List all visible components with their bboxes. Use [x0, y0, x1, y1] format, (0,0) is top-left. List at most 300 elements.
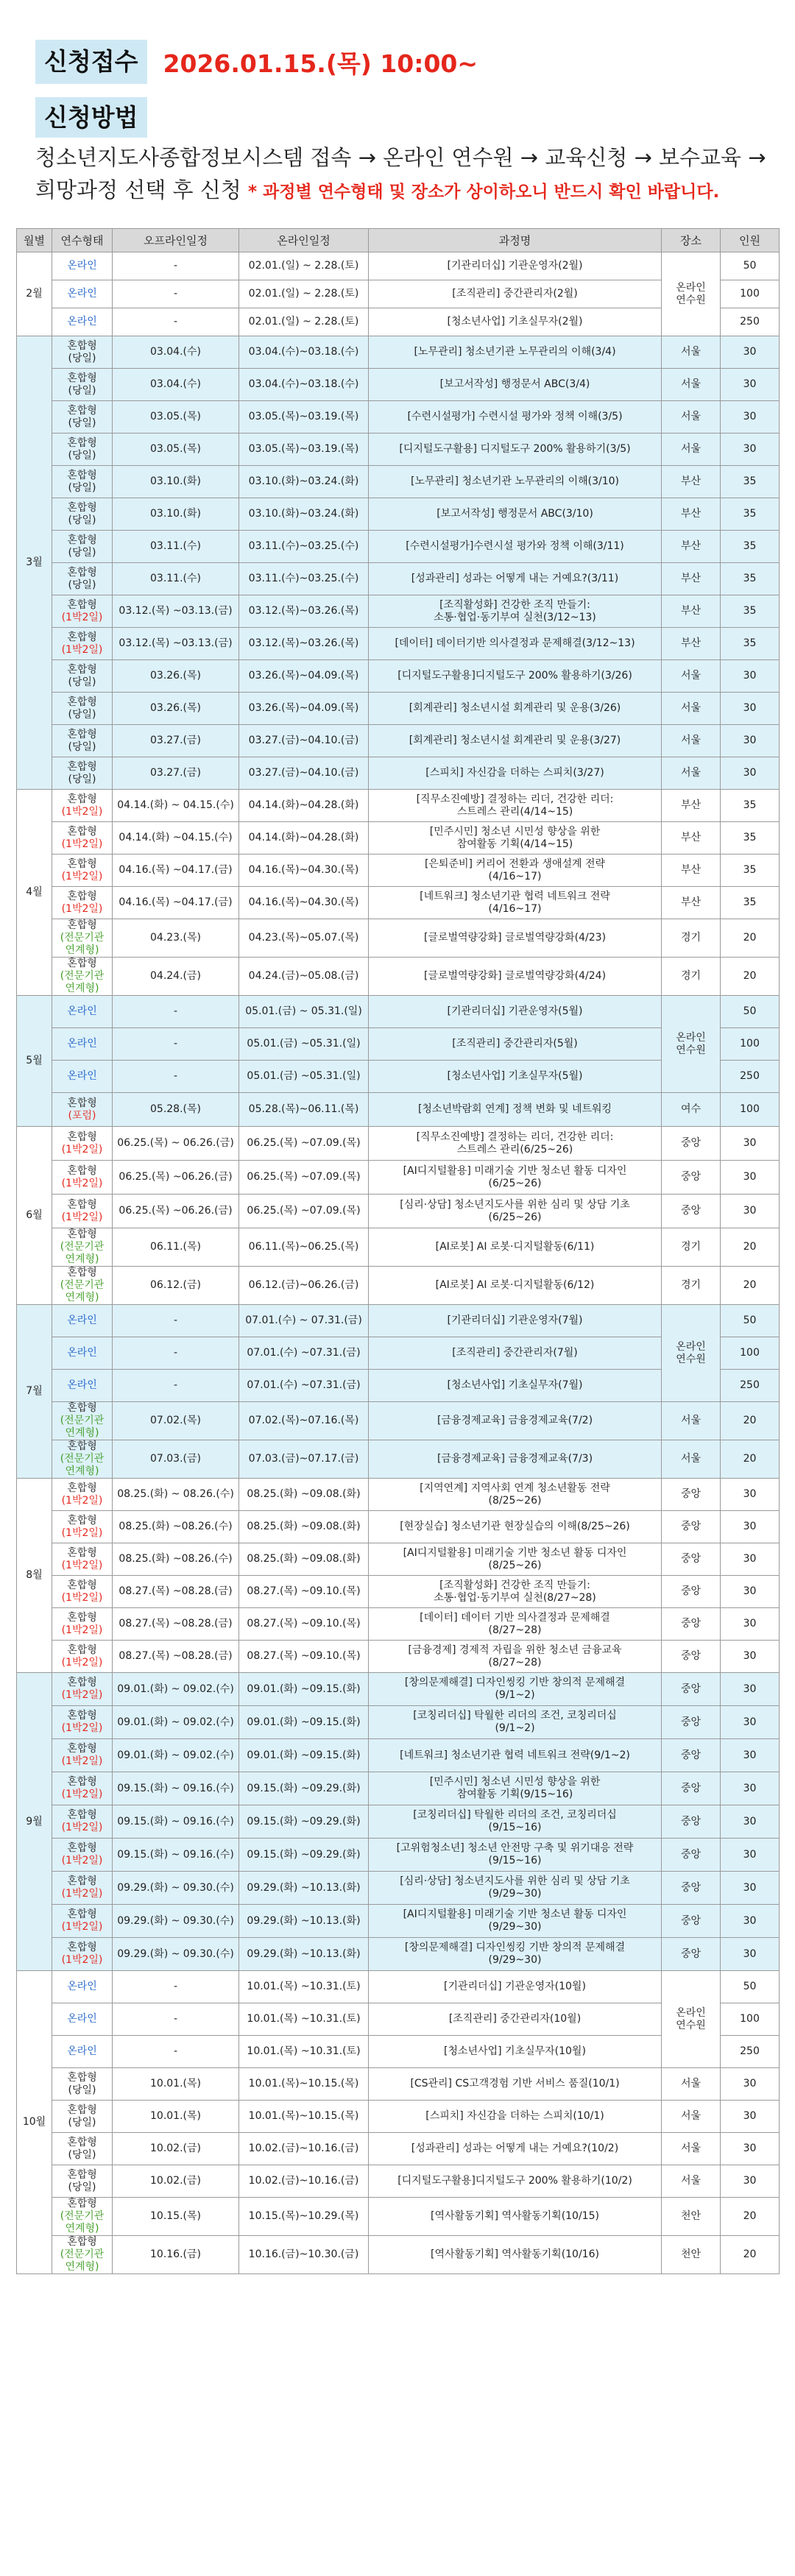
type-sub-label: (1박2일) — [61, 1921, 103, 1933]
type-cell — [52, 401, 113, 434]
table-body — [17, 252, 780, 2274]
application-period — [35, 38, 478, 85]
offline-date-cell: 04.14.(화) ~ 04.15.(수) — [113, 790, 239, 822]
type-label: 혼합형 — [67, 598, 97, 611]
place-cell: 서울 — [662, 401, 721, 434]
type-cell — [52, 1839, 113, 1872]
type-cell — [52, 958, 113, 996]
offline-date-cell: 08.25.(화) ~08.26.(수) — [113, 1511, 239, 1543]
method-note: * 과정별 연수형태 및 장소가 상이하오니 반드시 확인 바랍니다. — [248, 183, 720, 202]
method-text: 청소년지도사종합정보시스템 접속 → 온라인 연수원 → 교육신청 → 보수교육 → 희망과정 선택 후 신청 — [35, 145, 766, 202]
online-date-cell: 03.05.(목)~03.19.(목) — [239, 434, 369, 466]
type-sub-label: (전문기관 연계형) — [60, 2248, 105, 2273]
online-date-cell: 03.12.(목)~03.26.(목) — [239, 595, 369, 628]
type-label: 혼합형 — [67, 404, 97, 417]
place-cell: 부산 — [662, 854, 721, 887]
place-cell: 중앙 — [662, 1938, 721, 1971]
type-sub-label: (전문기관 연계형) — [60, 1241, 105, 1265]
place-cell: 중앙 — [662, 1195, 721, 1228]
course-cell: [기관리더십] 기관운영자(2월) — [369, 252, 662, 280]
offline-date-cell: 09.15.(화) ~ 09.16.(수) — [113, 1805, 239, 1839]
course-cell: [창의문제해결] 디자인씽킹 기반 창의적 문제해결 (9/29~30) — [369, 1938, 662, 1971]
place-cell: 서울 — [662, 725, 721, 757]
capacity-cell: 35 — [721, 595, 780, 628]
type-label: 온라인 — [67, 288, 97, 300]
capacity-cell: 30 — [721, 1161, 780, 1195]
online-date-cell: 07.01.(수) ~ 07.31.(금) — [239, 1305, 369, 1337]
type-cell — [52, 854, 113, 887]
offline-date-cell: - — [113, 1305, 239, 1337]
table-header — [17, 229, 780, 252]
course-cell: [디지털도구활용]디지털도구 200% 활용하기(3/26) — [369, 660, 662, 693]
table-row — [17, 1971, 780, 2003]
online-date-cell: 07.03.(금)~07.17.(금) — [239, 1440, 369, 1479]
type-cell — [52, 757, 113, 790]
online-date-cell: 10.01.(목)~10.15.(목) — [239, 2068, 369, 2101]
course-cell: [금융경제교육] 금융경제교육(7/2) — [369, 1402, 662, 1440]
table-row — [17, 498, 780, 531]
offline-date-cell: 09.29.(화) ~ 09.30.(수) — [113, 1872, 239, 1905]
capacity-cell: 35 — [721, 466, 780, 498]
type-label: 혼합형 — [67, 372, 97, 384]
table-row — [17, 336, 780, 369]
type-sub-label: (1박2일) — [61, 1177, 103, 1189]
type-label: 혼합형 — [67, 1164, 97, 1177]
place-cell: 서울 — [662, 2068, 721, 2101]
table-row — [17, 628, 780, 660]
online-date-cell: 06.12.(금)~06.26.(금) — [239, 1267, 369, 1305]
offline-date-cell: 08.27.(목) ~08.28.(금) — [113, 1576, 239, 1608]
type-sub-label: (1박2일) — [61, 870, 103, 882]
table-row — [17, 1402, 780, 1440]
type-sub-label: (1박2일) — [61, 1855, 103, 1866]
type-label: 혼합형 — [67, 1228, 97, 1240]
offline-date-cell: 03.27.(금) — [113, 757, 239, 790]
type-cell — [52, 336, 113, 369]
capacity-cell: 20 — [721, 1267, 780, 1305]
course-cell: [데이터] 데이터 기반 의사결정과 문제해결 (8/27~28) — [369, 1608, 662, 1641]
place-cell: 중앙 — [662, 1641, 721, 1673]
place-cell: 부산 — [662, 498, 721, 531]
table-row — [17, 434, 780, 466]
offline-date-cell: 03.26.(목) — [113, 660, 239, 693]
online-date-cell: 09.29.(화) ~10.13.(화) — [239, 1905, 369, 1938]
capacity-cell: 35 — [721, 822, 780, 854]
online-date-cell: 05.01.(금) ~05.31.(일) — [239, 1061, 369, 1093]
online-date-cell: 07.01.(수) ~07.31.(금) — [239, 1337, 369, 1370]
capacity-cell: 30 — [721, 693, 780, 725]
table-row — [17, 1905, 780, 1938]
type-cell — [52, 2101, 113, 2133]
table-row — [17, 2101, 780, 2133]
table-row — [17, 1641, 780, 1673]
course-cell: [스피치] 자신감을 더하는 스피치(3/27) — [369, 757, 662, 790]
table-row — [17, 563, 780, 595]
type-sub-label: (전문기관 연계형) — [60, 2210, 105, 2234]
type-label: 혼합형 — [67, 1908, 97, 1920]
type-label: 혼합형 — [67, 825, 97, 838]
course-cell: [기관리더십] 기관운영자(10월) — [369, 1971, 662, 2003]
type-cell — [52, 563, 113, 595]
capacity-cell: 30 — [721, 757, 780, 790]
type-label: 혼합형 — [67, 1482, 97, 1494]
offline-date-cell: - — [113, 2036, 239, 2068]
course-cell: [조직관리] 중간관리자(7월) — [369, 1337, 662, 1370]
course-cell: [심리·상담] 청소년지도사를 위한 심리 및 상담 기초 (9/29~30) — [369, 1872, 662, 1905]
type-cell — [52, 887, 113, 919]
online-date-cell: 05.01.(금) ~05.31.(일) — [239, 1028, 369, 1061]
course-cell: [현장실습] 청소년기관 현장실습의 이해(8/25~26) — [369, 1511, 662, 1543]
table-row — [17, 466, 780, 498]
capacity-cell: 30 — [721, 369, 780, 401]
online-date-cell: 03.11.(수)~03.25.(수) — [239, 531, 369, 563]
table-row — [17, 2236, 780, 2274]
online-date-cell: 09.01.(화) ~09.15.(화) — [239, 1706, 369, 1739]
type-label: 혼합형 — [67, 1942, 97, 1953]
table-row — [17, 1511, 780, 1543]
offline-date-cell: 03.05.(목) — [113, 401, 239, 434]
course-cell: [CS관리] CS고객경험 기반 서비스 품질(10/1) — [369, 2068, 662, 2101]
type-sub-label: (전문기관 연계형) — [60, 1279, 105, 1303]
offline-date-cell: - — [113, 996, 239, 1028]
online-date-cell: 09.15.(화) ~09.29.(화) — [239, 1772, 369, 1805]
capacity-cell: 30 — [721, 2133, 780, 2165]
type-cell — [52, 1971, 113, 2003]
course-cell: [조직관리] 중간관리자(10월) — [369, 2003, 662, 2036]
offline-date-cell: 03.10.(화) — [113, 498, 239, 531]
online-date-cell: 10.01.(목) ~10.31.(토) — [239, 2036, 369, 2068]
course-cell: [코칭리더십] 탁월한 리더의 조건, 코칭리더십 (9/15~16) — [369, 1805, 662, 1839]
online-date-cell: 03.04.(수)~03.18.(수) — [239, 336, 369, 369]
course-cell: [글로벌역량강화] 글로벌역량강화(4/23) — [369, 919, 662, 958]
offline-date-cell: 09.15.(화) ~ 09.16.(수) — [113, 1839, 239, 1872]
course-cell: [수련시설평가] 수련시설 평가와 정책 이해(3/5) — [369, 401, 662, 434]
type-label: 혼합형 — [67, 1875, 97, 1887]
capacity-cell: 50 — [721, 996, 780, 1028]
table-row — [17, 2133, 780, 2165]
online-date-cell: 10.01.(목) ~10.31.(토) — [239, 2003, 369, 2036]
online-date-cell: 09.15.(화) ~09.29.(화) — [239, 1839, 369, 1872]
online-date-cell: 02.01.(일) ~ 2.28.(토) — [239, 280, 369, 308]
online-date-cell: 10.02.(금)~10.16.(금) — [239, 2133, 369, 2165]
capacity-cell: 30 — [721, 2165, 780, 2198]
table-row — [17, 1195, 780, 1228]
course-cell: [지역연계] 지역사회 연계 청소년활동 전략 (8/25~26) — [369, 1479, 662, 1511]
course-cell: [성과관리] 성과는 어떻게 내는 거예요?(10/2) — [369, 2133, 662, 2165]
table-row — [17, 2068, 780, 2101]
capacity-cell: 30 — [721, 336, 780, 369]
type-cell — [52, 1479, 113, 1511]
online-date-cell: 07.02.(목)~07.16.(목) — [239, 1402, 369, 1440]
table-row — [17, 822, 780, 854]
place-cell: 서울 — [662, 1402, 721, 1440]
offline-date-cell: 09.15.(화) ~ 09.16.(수) — [113, 1772, 239, 1805]
type-label: 온라인 — [67, 1981, 97, 1992]
type-cell — [52, 1093, 113, 1127]
place-cell: 온라인 연수원 — [662, 252, 721, 336]
table-row — [17, 854, 780, 887]
column-header-type: 연수형태 — [52, 229, 113, 252]
table-row — [17, 996, 780, 1028]
column-header-month: 월별 — [17, 229, 52, 252]
online-date-cell: 08.25.(화) ~09.08.(화) — [239, 1479, 369, 1511]
capacity-cell: 100 — [721, 280, 780, 308]
type-cell — [52, 1228, 113, 1267]
table-row — [17, 1608, 780, 1641]
course-cell: [회계관리] 청소년시설 회계관리 및 운용(3/26) — [369, 693, 662, 725]
offline-date-cell: 07.03.(금) — [113, 1440, 239, 1479]
online-date-cell: 02.01.(일) ~ 2.28.(토) — [239, 252, 369, 280]
online-date-cell: 03.12.(목)~03.26.(목) — [239, 628, 369, 660]
type-cell — [52, 996, 113, 1028]
type-cell — [52, 1061, 113, 1093]
place-cell: 부산 — [662, 531, 721, 563]
online-date-cell: 03.26.(목)~04.09.(목) — [239, 693, 369, 725]
table-row — [17, 1543, 780, 1576]
type-label: 혼합형 — [67, 501, 97, 514]
type-cell — [52, 919, 113, 958]
type-label: 혼합형 — [67, 793, 97, 805]
place-cell: 경기 — [662, 1228, 721, 1267]
offline-date-cell: - — [113, 280, 239, 308]
capacity-cell: 30 — [721, 1127, 780, 1161]
type-sub-label: (1박2일) — [61, 1143, 103, 1156]
capacity-cell: 30 — [721, 1543, 780, 1576]
type-sub-label: (당일) — [68, 546, 96, 559]
type-sub-label: (당일) — [68, 449, 96, 461]
type-label: 혼합형 — [67, 2103, 97, 2116]
online-date-cell: 08.27.(목) ~09.10.(목) — [239, 1576, 369, 1608]
type-cell — [52, 693, 113, 725]
type-label: 온라인 — [67, 1379, 97, 1391]
table-row — [17, 1772, 780, 1805]
capacity-cell: 20 — [721, 958, 780, 996]
table-row — [17, 1839, 780, 1872]
capacity-cell: 50 — [721, 1971, 780, 2003]
place-cell: 부산 — [662, 595, 721, 628]
type-sub-label: (당일) — [68, 2181, 96, 2193]
course-cell: [성과관리] 성과는 어떻게 내는 거예요?(3/11) — [369, 563, 662, 595]
type-cell — [52, 628, 113, 660]
course-cell: [노무관리] 청소년기관 노무관리의 이해(3/10) — [369, 466, 662, 498]
course-cell: [기관리더십] 기관운영자(5월) — [369, 996, 662, 1028]
type-sub-label: (1박2일) — [61, 1494, 103, 1507]
online-date-cell: 05.01.(금) ~ 05.31.(일) — [239, 996, 369, 1028]
online-date-cell: 04.24.(금)~05.08.(금) — [239, 958, 369, 996]
type-label: 혼합형 — [67, 1130, 97, 1143]
type-label: 혼합형 — [67, 663, 97, 676]
type-sub-label: (전문기관 연계형) — [60, 1453, 105, 1477]
table-row — [17, 1739, 780, 1772]
table-row — [17, 1440, 780, 1479]
capacity-cell: 20 — [721, 2236, 780, 2274]
type-label: 혼합형 — [67, 2136, 97, 2148]
type-label: 혼합형 — [67, 1842, 97, 1854]
type-label: 온라인 — [67, 1070, 97, 1082]
table-row — [17, 660, 780, 693]
type-label: 혼합형 — [67, 339, 97, 352]
type-cell — [52, 1440, 113, 1479]
place-cell: 서울 — [662, 434, 721, 466]
capacity-cell: 20 — [721, 1228, 780, 1267]
type-cell — [52, 2036, 113, 2068]
place-cell: 중앙 — [662, 1511, 721, 1543]
table-row — [17, 790, 780, 822]
type-cell — [52, 1305, 113, 1337]
capacity-cell: 35 — [721, 854, 780, 887]
capacity-cell: 100 — [721, 2003, 780, 2036]
course-cell: [청소년사업] 기초실무자(10월) — [369, 2036, 662, 2068]
type-sub-label: (1박2일) — [61, 1822, 103, 1833]
type-sub-label: (포럼) — [68, 1109, 96, 1122]
type-sub-label: (당일) — [68, 481, 96, 494]
type-sub-label: (당일) — [68, 417, 96, 429]
type-cell — [52, 1938, 113, 1971]
place-cell: 중앙 — [662, 1608, 721, 1641]
place-cell: 경기 — [662, 919, 721, 958]
month-cell: 9월 — [17, 1673, 52, 1971]
method-label: 신청방법 — [35, 97, 147, 138]
month-cell: 2월 — [17, 252, 52, 336]
type-cell — [52, 660, 113, 693]
column-header-capacity: 인원 — [721, 229, 780, 252]
type-label: 혼합형 — [67, 958, 97, 969]
capacity-cell: 35 — [721, 628, 780, 660]
place-cell: 온라인 연수원 — [662, 996, 721, 1093]
type-sub-label: (당일) — [68, 2116, 96, 2129]
month-cell: 10월 — [17, 1971, 52, 2274]
place-cell: 중앙 — [662, 1127, 721, 1161]
online-date-cell: 03.11.(수)~03.25.(수) — [239, 563, 369, 595]
offline-date-cell: 03.11.(수) — [113, 563, 239, 595]
capacity-cell: 20 — [721, 1440, 780, 1479]
course-cell: [스피치] 자신감을 더하는 스피치(10/1) — [369, 2101, 662, 2133]
type-sub-label: (1박2일) — [61, 838, 103, 850]
capacity-cell: 30 — [721, 1739, 780, 1772]
type-label: 온라인 — [67, 1314, 97, 1326]
type-label: 혼합형 — [67, 1611, 97, 1624]
course-cell: [AI로봇] AI 로봇·디지털활동(6/11) — [369, 1228, 662, 1267]
table-row — [17, 369, 780, 401]
table-row — [17, 2198, 780, 2236]
method-heading — [35, 102, 147, 134]
offline-date-cell: - — [113, 1337, 239, 1370]
capacity-cell: 30 — [721, 1576, 780, 1608]
type-cell — [52, 1576, 113, 1608]
place-cell: 부산 — [662, 466, 721, 498]
course-cell: [AI디지털활용] 미래기술 기반 청소년 활동 디자인 (9/29~30) — [369, 1905, 662, 1938]
capacity-cell: 35 — [721, 498, 780, 531]
course-cell: [역사활동기획] 역사활동기획(10/16) — [369, 2236, 662, 2274]
type-cell — [52, 498, 113, 531]
offline-date-cell: 09.01.(화) ~ 09.02.(수) — [113, 1673, 239, 1706]
online-date-cell: 08.27.(목) ~09.10.(목) — [239, 1608, 369, 1641]
online-date-cell: 10.01.(목) ~10.31.(토) — [239, 1971, 369, 2003]
offline-date-cell: 04.16.(목) ~04.17.(금) — [113, 854, 239, 887]
offline-date-cell: 03.10.(화) — [113, 466, 239, 498]
course-cell: [민주시민] 청소년 시민성 향상을 위한 참여활동 기획(9/15~16) — [369, 1772, 662, 1805]
offline-date-cell: 10.16.(금) — [113, 2236, 239, 2274]
type-sub-label: (1박2일) — [61, 1526, 103, 1539]
online-date-cell: 04.23.(목)~05.07.(목) — [239, 919, 369, 958]
course-cell: [네트워크] 청소년기관 협력 네트워크 전략(9/1~2) — [369, 1739, 662, 1772]
place-cell: 중앙 — [662, 1161, 721, 1195]
type-cell — [52, 1370, 113, 1402]
offline-date-cell: 04.24.(금) — [113, 958, 239, 996]
type-label: 혼합형 — [67, 1677, 97, 1688]
type-label: 혼합형 — [67, 631, 97, 643]
course-cell: [은퇴준비] 커리어 전환과 생애설계 전략 (4/16~17) — [369, 854, 662, 887]
type-sub-label: (1박2일) — [61, 1755, 103, 1767]
course-cell: [청소년사업] 기초실무자(7월) — [369, 1370, 662, 1402]
type-label: 온라인 — [67, 1347, 97, 1359]
type-label: 온라인 — [67, 1005, 97, 1017]
place-cell: 서울 — [662, 693, 721, 725]
course-cell: [기관리더십] 기관운영자(7월) — [369, 1305, 662, 1337]
course-cell: [글로벌역량강화] 글로벌역량강화(4/24) — [369, 958, 662, 996]
table-row — [17, 531, 780, 563]
place-cell: 서울 — [662, 336, 721, 369]
course-cell: [조직관리] 중간관리자(2월) — [369, 280, 662, 308]
online-date-cell: 03.10.(화)~03.24.(화) — [239, 466, 369, 498]
type-cell — [52, 434, 113, 466]
type-label: 혼합형 — [67, 2168, 97, 2181]
place-cell: 서울 — [662, 660, 721, 693]
offline-date-cell: 08.27.(목) ~08.28.(금) — [113, 1608, 239, 1641]
course-cell: [청소년사업] 기초실무자(2월) — [369, 308, 662, 336]
table-row — [17, 1305, 780, 1337]
capacity-cell: 30 — [721, 2101, 780, 2133]
place-cell: 부산 — [662, 790, 721, 822]
type-cell — [52, 1772, 113, 1805]
online-date-cell: 09.29.(화) ~10.13.(화) — [239, 1872, 369, 1905]
course-cell: [노무관리] 청소년기관 노무관리의 이해(3/4) — [369, 336, 662, 369]
offline-date-cell: 08.27.(목) ~08.28.(금) — [113, 1641, 239, 1673]
month-cell: 5월 — [17, 996, 52, 1127]
type-sub-label: (당일) — [68, 740, 96, 753]
table-row — [17, 1805, 780, 1839]
type-cell — [52, 1337, 113, 1370]
place-cell: 중앙 — [662, 1576, 721, 1608]
type-label: 온라인 — [67, 260, 97, 272]
capacity-cell: 30 — [721, 1872, 780, 1905]
type-cell — [52, 1161, 113, 1195]
course-cell: [회계관리] 청소년시설 회계관리 및 운용(3/27) — [369, 725, 662, 757]
table-row — [17, 1938, 780, 1971]
course-cell: [디지털도구활용] 디지털도구 200% 활용하기(3/5) — [369, 434, 662, 466]
offline-date-cell: 04.23.(목) — [113, 919, 239, 958]
type-label: 혼합형 — [67, 436, 97, 449]
online-date-cell: 09.29.(화) ~10.13.(화) — [239, 1938, 369, 1971]
online-date-cell: 04.16.(목)~04.30.(목) — [239, 854, 369, 887]
capacity-cell: 30 — [721, 1479, 780, 1511]
table-row — [17, 725, 780, 757]
offline-date-cell: 03.04.(수) — [113, 336, 239, 369]
place-cell: 천안 — [662, 2198, 721, 2236]
capacity-cell: 250 — [721, 1370, 780, 1402]
online-date-cell: 02.01.(일) ~ 2.28.(토) — [239, 308, 369, 336]
capacity-cell: 20 — [721, 919, 780, 958]
type-sub-label: (1박2일) — [61, 1591, 103, 1604]
table-row — [17, 1228, 780, 1267]
capacity-cell: 30 — [721, 1673, 780, 1706]
offline-date-cell: 10.02.(금) — [113, 2133, 239, 2165]
type-sub-label: (당일) — [68, 708, 96, 721]
place-cell: 경기 — [662, 958, 721, 996]
offline-date-cell: 09.29.(화) ~ 09.30.(수) — [113, 1938, 239, 1971]
type-label: 혼합형 — [67, 534, 97, 546]
place-cell: 부산 — [662, 887, 721, 919]
